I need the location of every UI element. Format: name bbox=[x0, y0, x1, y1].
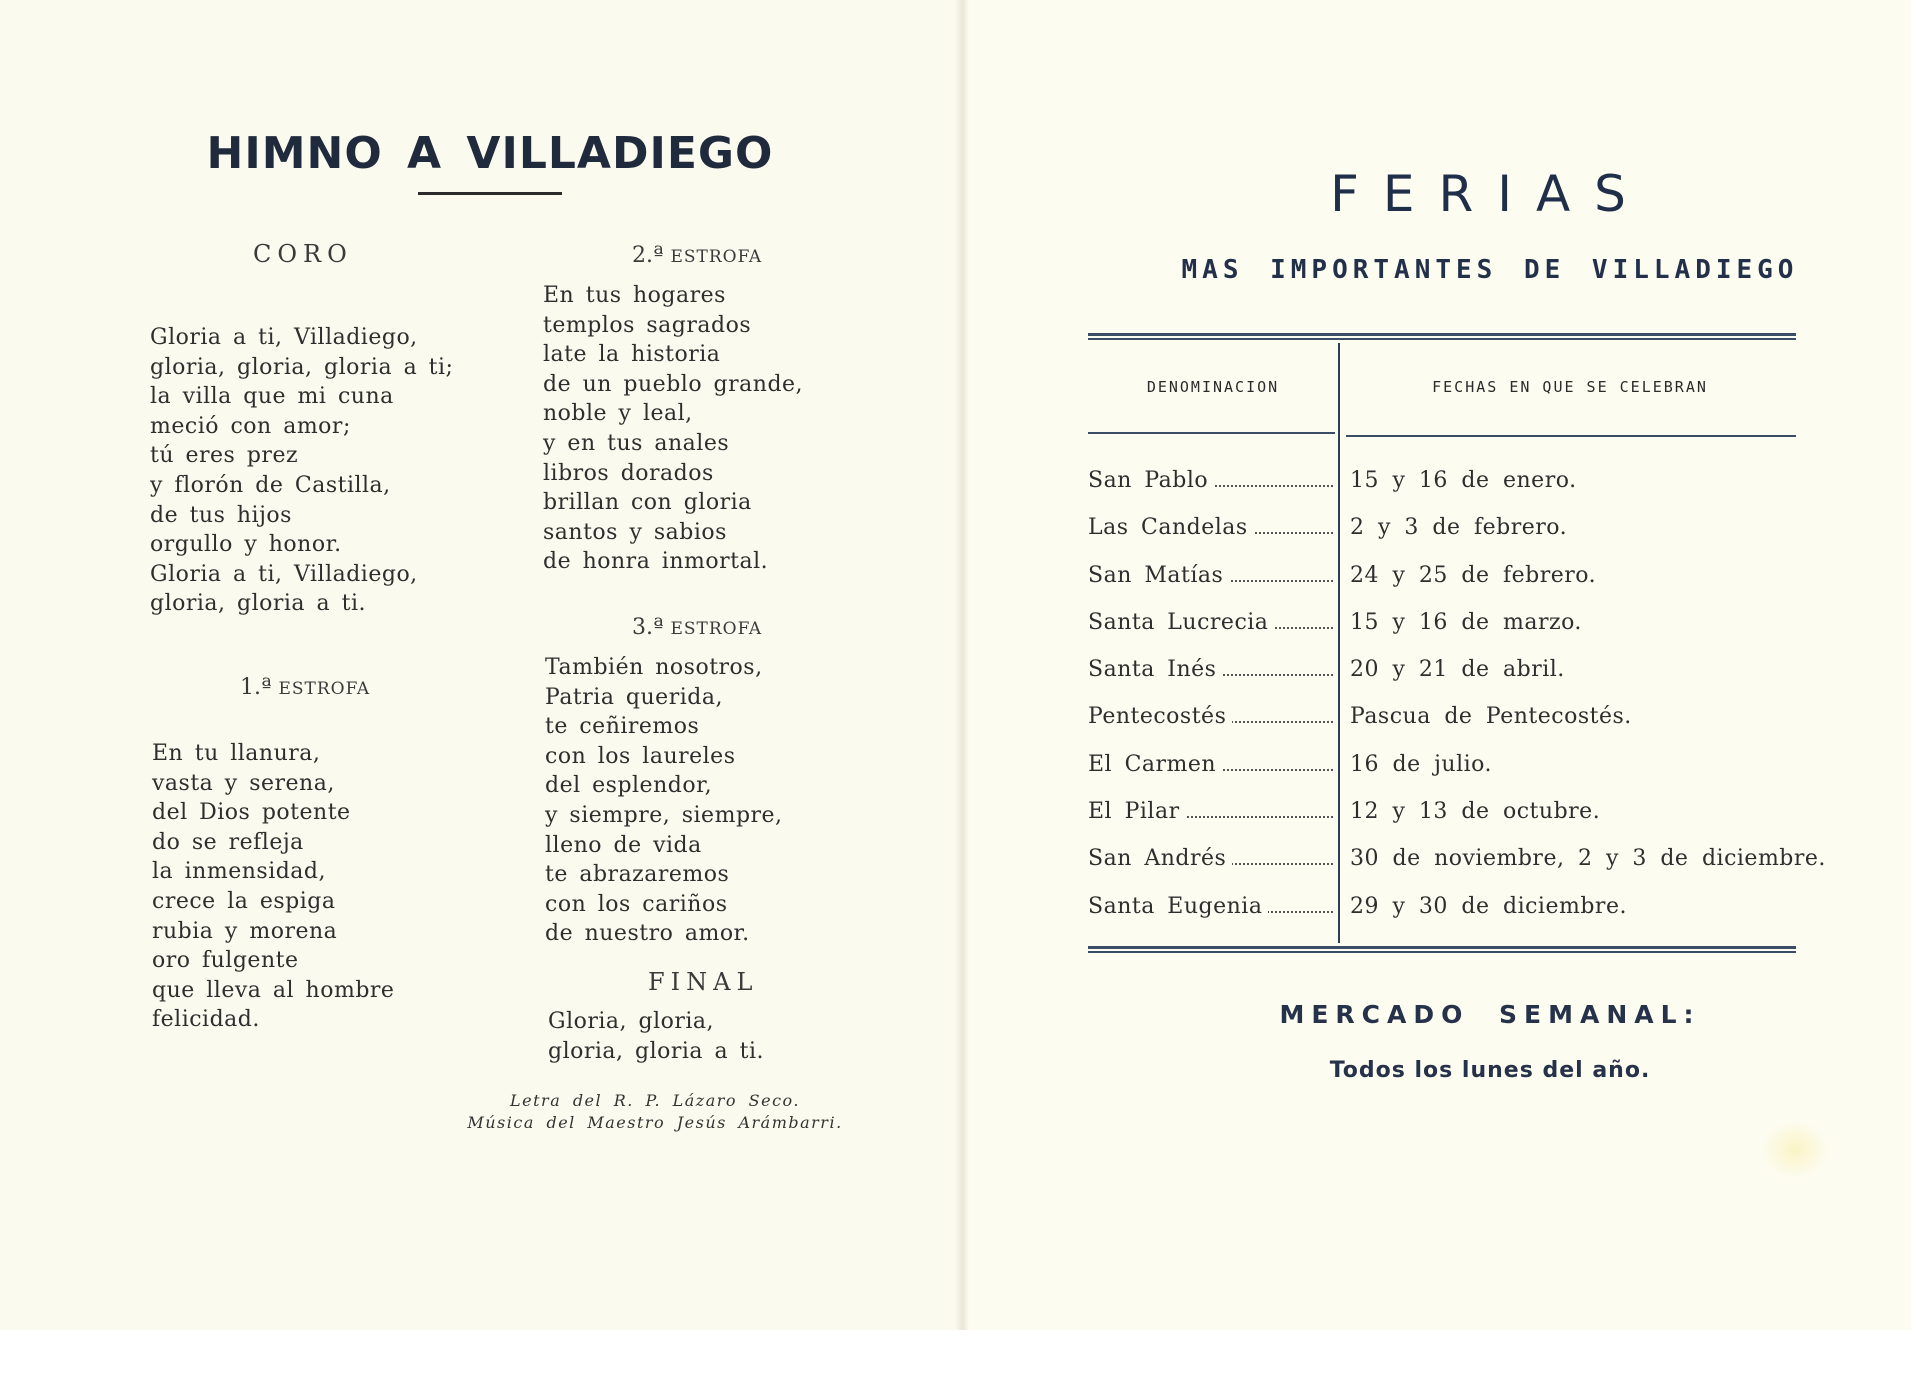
verse-line: te ceñiremos bbox=[545, 714, 700, 740]
feria-name: Santa Lucrecia bbox=[1088, 610, 1274, 635]
estrofa2-label: ESTROFA bbox=[670, 247, 763, 267]
feria-dates: 24 y 25 de febrero. bbox=[1350, 562, 1597, 588]
verse-line: y florón de Castilla, bbox=[150, 472, 391, 498]
feria-dates: 2 y 3 de febrero. bbox=[1350, 515, 1568, 541]
verse-line: También nosotros, bbox=[545, 655, 763, 680]
verse-line: que lleva al hombre bbox=[152, 977, 395, 1003]
feria-dates: 20 y 21 de abril. bbox=[1350, 657, 1565, 683]
verse-line: gloria, gloria a ti. bbox=[548, 1038, 765, 1064]
table-row bbox=[1088, 507, 1808, 554]
feria-dates: 15 y 16 de marzo. bbox=[1350, 609, 1582, 635]
feria-name: El Carmen bbox=[1088, 752, 1222, 777]
feria-name-cell bbox=[1088, 799, 1333, 824]
estrofa1-verse bbox=[152, 739, 394, 1035]
verse-line: de nuestro amor. bbox=[545, 921, 750, 947]
verse-line: En tu llanura, bbox=[152, 741, 321, 766]
feria-name: El Pilar bbox=[1088, 799, 1186, 824]
verse-line: santos y sabios bbox=[543, 519, 727, 545]
verse-line: Gloria a ti, Villadiego, bbox=[150, 325, 418, 350]
estrofa2-verse bbox=[543, 281, 803, 577]
verse-line: crece la espiga bbox=[152, 888, 336, 914]
table-row bbox=[1088, 649, 1808, 696]
header-fechas: FECHAS EN QUE SE CELEBRAN bbox=[1432, 378, 1708, 396]
mercado-text: Todos los lunes del año. bbox=[1329, 1058, 1651, 1083]
verse-line: con los laureles bbox=[545, 743, 736, 769]
estrofa1-heading bbox=[240, 675, 370, 700]
coro-heading: CORO bbox=[253, 240, 353, 268]
verse-line: la villa que mi cuna bbox=[150, 384, 394, 410]
estrofa3-heading bbox=[632, 615, 762, 640]
feria-name-cell bbox=[1088, 468, 1333, 493]
ferias-subtitle: MAS IMPORTANTES DE VILLADIEGO bbox=[1181, 255, 1799, 285]
scan-margin bbox=[0, 1330, 1911, 1384]
verse-line: Gloria a ti, Villadiego, bbox=[150, 561, 418, 587]
feria-name-cell bbox=[1088, 704, 1333, 729]
verse-line: del esplendor, bbox=[545, 773, 713, 799]
verse-line: libros dorados bbox=[543, 460, 714, 486]
header-rule-right bbox=[1346, 435, 1796, 437]
verse-line: la inmensidad, bbox=[152, 859, 327, 885]
table-top-rule bbox=[1088, 333, 1796, 340]
feria-name-cell bbox=[1088, 846, 1333, 871]
ferias-title: FERIAS bbox=[1330, 165, 1650, 223]
verse-line: con los cariños bbox=[545, 891, 728, 917]
verse-line: lleno de vida bbox=[545, 832, 702, 858]
verse-line: vasta y serena, bbox=[152, 770, 335, 796]
feria-name-cell bbox=[1088, 657, 1333, 682]
table-bottom-rule bbox=[1088, 946, 1796, 953]
header-rule-left bbox=[1088, 432, 1335, 434]
mercado-title: MERCADO SEMANAL: bbox=[1279, 1000, 1701, 1029]
lyrics-credit: Letra del R. P. Lázaro Seco. bbox=[510, 1091, 800, 1110]
feria-name-cell bbox=[1088, 515, 1333, 540]
feria-name: Pentecostés bbox=[1088, 704, 1232, 729]
hymn-credits bbox=[450, 1090, 860, 1134]
title-underline bbox=[418, 192, 562, 195]
verse-line: orgullo y honor. bbox=[150, 532, 342, 558]
table-row bbox=[1088, 602, 1808, 649]
feria-name: San Matías bbox=[1088, 563, 1229, 588]
final-verse bbox=[548, 1007, 764, 1066]
feria-dates: 30 de noviembre, 2 y 3 de diciembre. bbox=[1350, 846, 1826, 872]
verse-line: templos sagrados bbox=[543, 312, 752, 338]
verse-line: tú eres prez bbox=[150, 443, 299, 469]
verse-line: y en tus anales bbox=[543, 430, 730, 456]
music-credit: Música del Maestro Jesús Arámbarri. bbox=[467, 1113, 843, 1132]
verse-line: gloria, gloria a ti. bbox=[150, 591, 367, 617]
verse-line: brillan con gloria bbox=[543, 490, 752, 516]
feria-dates: 16 de julio. bbox=[1350, 751, 1492, 777]
feria-name: Santa Eugenia bbox=[1088, 894, 1268, 919]
table-row bbox=[1088, 696, 1808, 743]
verse-line: meció con amor; bbox=[150, 413, 351, 439]
table-row bbox=[1088, 791, 1808, 838]
verse-line: Gloria, gloria, bbox=[548, 1009, 715, 1034]
book-gutter bbox=[955, 0, 969, 1330]
feria-name: Santa Inés bbox=[1088, 657, 1222, 682]
hymn-title: HIMNO A VILLADIEGO bbox=[206, 128, 774, 179]
verse-line: noble y leal, bbox=[543, 401, 693, 427]
estrofa3-label: ESTROFA bbox=[670, 619, 763, 639]
verse-line: do se refleja bbox=[152, 829, 304, 855]
feria-dates: 29 y 30 de diciembre. bbox=[1350, 893, 1627, 919]
header-denominacion: DENOMINACION bbox=[1146, 378, 1280, 396]
feria-name-cell bbox=[1088, 752, 1333, 777]
feria-dates: 12 y 13 de octubre. bbox=[1350, 799, 1601, 825]
estrofa1-number: 1.ª bbox=[240, 675, 272, 700]
verse-line: y siempre, siempre, bbox=[545, 802, 783, 828]
verse-line: te abrazaremos bbox=[545, 862, 730, 888]
table-row bbox=[1088, 460, 1808, 507]
verse-line: del Dios potente bbox=[152, 800, 351, 826]
feria-name: Las Candelas bbox=[1088, 515, 1254, 540]
verse-line: En tus hogares bbox=[543, 283, 726, 308]
table-row bbox=[1088, 555, 1808, 602]
feria-dates: 15 y 16 de enero. bbox=[1350, 468, 1577, 493]
feria-name: San Andrés bbox=[1088, 846, 1232, 871]
verse-line: gloria, gloria, gloria a ti; bbox=[150, 354, 454, 380]
paper-stain bbox=[1760, 1120, 1830, 1180]
feria-name: San Pablo bbox=[1088, 468, 1214, 493]
feria-name-cell bbox=[1088, 610, 1333, 635]
table-row bbox=[1088, 838, 1826, 885]
feria-name-cell bbox=[1088, 563, 1333, 588]
feria-name-cell bbox=[1088, 894, 1333, 919]
table-row bbox=[1088, 744, 1808, 791]
estrofa3-number: 3.ª bbox=[632, 615, 664, 640]
estrofa3-verse bbox=[545, 653, 783, 949]
verse-line: Patria querida, bbox=[545, 684, 723, 710]
verse-line: de tus hijos bbox=[150, 502, 292, 528]
final-heading: FINAL bbox=[648, 968, 759, 996]
feria-dates: Pascua de Pentecostés. bbox=[1350, 704, 1632, 730]
verse-line: de honra inmortal. bbox=[543, 549, 769, 575]
verse-line: felicidad. bbox=[152, 1007, 260, 1033]
verse-line: late la historia bbox=[543, 342, 721, 368]
coro-verse bbox=[150, 323, 453, 619]
ferias-table-rows bbox=[1088, 460, 1826, 933]
table-row bbox=[1088, 886, 1808, 933]
estrofa2-number: 2.ª bbox=[632, 243, 664, 268]
verse-line: rubia y morena bbox=[152, 918, 338, 944]
verse-line: oro fulgente bbox=[152, 948, 299, 974]
verse-line: de un pueblo grande, bbox=[543, 371, 804, 397]
estrofa2-heading bbox=[632, 243, 762, 268]
estrofa1-label: ESTROFA bbox=[278, 679, 371, 699]
